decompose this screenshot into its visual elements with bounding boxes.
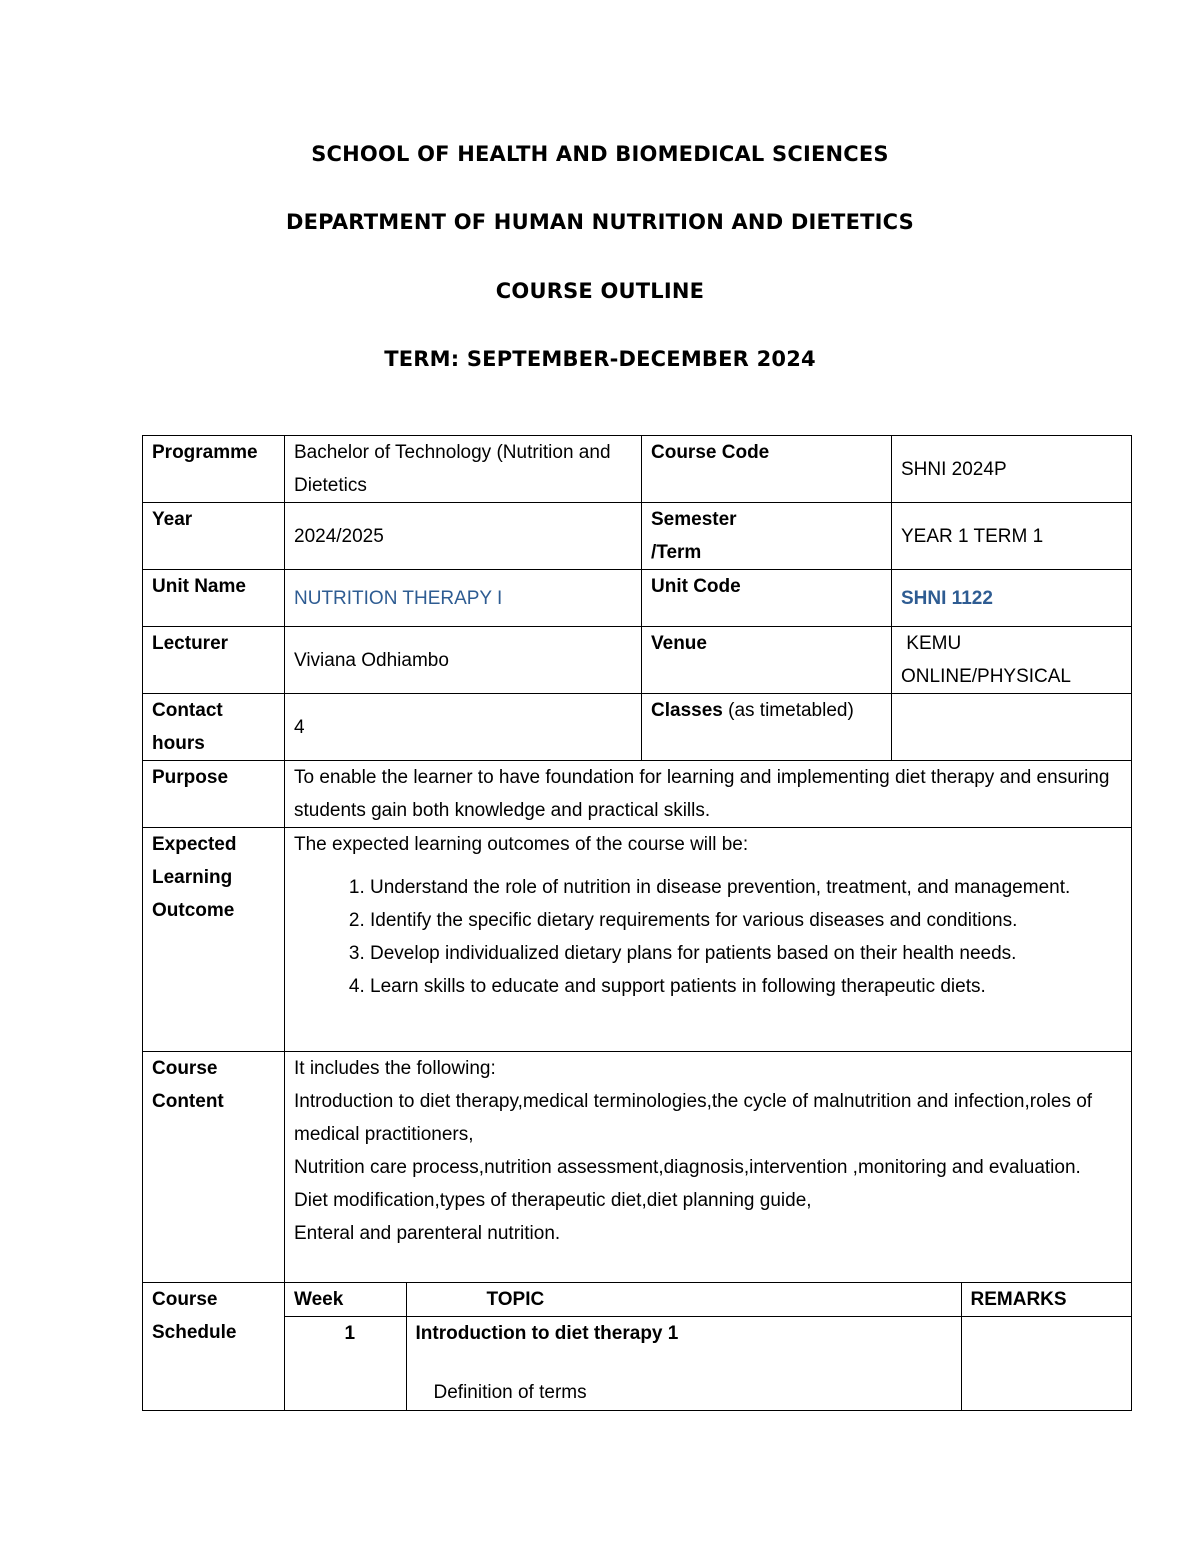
- semester-label: [642, 503, 892, 570]
- schedule-topic-cell: [406, 1317, 961, 1410]
- row-purpose: [143, 761, 1132, 828]
- unit-name-label: Unit Name: [143, 570, 285, 627]
- outcomes-list: [294, 871, 1122, 1003]
- outcomes-label-line1: Expected: [152, 834, 237, 855]
- purpose-text: To enable the learner to have foundation for learning and implementing diet therapy and ensuring students gain both knowledge and practical skills.: [285, 761, 1132, 828]
- outcomes-label: [143, 828, 285, 1052]
- content-line: Nutrition care process,nutrition assessment,diagnosis,intervention ,monitoring and evaluation.: [294, 1157, 1081, 1178]
- course-code-value: SHNI 2024P: [892, 436, 1132, 503]
- row-programme: [143, 436, 1132, 503]
- outcomes-content: [285, 828, 1132, 1052]
- schedule-cell: [285, 1283, 1132, 1411]
- year-label: Year: [143, 503, 285, 570]
- row-year: [143, 503, 1132, 570]
- schedule-table: [285, 1283, 1132, 1410]
- schedule-subtopic: Definition of terms: [433, 1382, 587, 1403]
- contact-hours-value: 4: [285, 694, 642, 761]
- semester-label-line1: Semester: [651, 509, 737, 530]
- outcomes-label-line2: Learning: [152, 867, 233, 888]
- schedule-label-line2: Schedule: [152, 1322, 237, 1343]
- unit-name-cell: [285, 570, 642, 627]
- outcomes-intro: The expected learning outcomes of the course will be:: [294, 834, 749, 855]
- venue-line1: KEMU: [901, 633, 962, 654]
- purpose-label: Purpose: [143, 761, 285, 828]
- schedule-header-row: [285, 1283, 1132, 1317]
- term-heading: TERM: SEPTEMBER-DECEMBER 2024: [384, 347, 816, 371]
- venue-line2: ONLINE/PHYSICAL: [901, 666, 1071, 687]
- row-lecturer: [143, 627, 1132, 694]
- venue-label: Venue: [642, 627, 892, 694]
- row-schedule: [143, 1283, 1132, 1411]
- schedule-col-topic: TOPIC: [406, 1283, 961, 1317]
- schedule-label: [143, 1283, 285, 1411]
- classes-label: Classes: [651, 700, 723, 721]
- schedule-week: 1: [285, 1317, 406, 1410]
- row-unit: [143, 570, 1132, 627]
- classes-value: [892, 694, 1132, 761]
- schedule-row: [285, 1317, 1132, 1410]
- classes-note: (as timetabled): [722, 700, 854, 721]
- semester-label-line2: /Term: [651, 542, 702, 563]
- contact-label-line2: hours: [152, 733, 205, 754]
- lecturer-value: Viviana Odhiambo: [285, 627, 642, 694]
- row-content: [143, 1052, 1132, 1283]
- content-label: [143, 1052, 285, 1283]
- content-line: Introduction to diet therapy,medical terminologies,the cycle of malnutrition and infection,roles of medical practitioners,: [294, 1091, 1093, 1145]
- schedule-col-remarks: REMARKS: [961, 1283, 1132, 1317]
- course-code-label: Course Code: [642, 436, 892, 503]
- outcome-item: 1. Understand the role of nutrition in disease prevention, treatment, and management.: [370, 871, 1122, 904]
- outcome-item: 2. Identify the specific dietary requirements for various diseases and conditions.: [370, 904, 1122, 937]
- content-label-line1: Course: [152, 1058, 218, 1079]
- department-heading: DEPARTMENT OF HUMAN NUTRITION AND DIETETICS: [286, 210, 914, 234]
- venue-value: [892, 627, 1132, 694]
- outcomes-label-line3: Outcome: [152, 900, 235, 921]
- row-outcomes: [143, 828, 1132, 1052]
- year-value: 2024/2025: [285, 503, 642, 570]
- contact-label-line1: Contact: [152, 700, 223, 721]
- content-line: It includes the following:: [294, 1058, 496, 1079]
- schedule-topic: Introduction to diet therapy 1: [415, 1323, 679, 1344]
- unit-code-value: SHNI 1122: [901, 587, 993, 609]
- row-contact: [143, 694, 1132, 761]
- schedule-label-line1: Course: [152, 1289, 218, 1310]
- schedule-col-week: Week: [285, 1283, 406, 1317]
- lecturer-label: Lecturer: [143, 627, 285, 694]
- unit-name-value: NUTRITION THERAPY I: [294, 587, 503, 609]
- outcome-item: 4. Learn skills to educate and support patients in following therapeutic diets.: [370, 970, 1122, 1003]
- semester-value: YEAR 1 TERM 1: [892, 503, 1132, 570]
- contact-hours-label: [143, 694, 285, 761]
- course-outline-table: [142, 435, 1132, 1411]
- content-line: Enteral and parenteral nutrition.: [294, 1223, 561, 1244]
- unit-code-label: Unit Code: [642, 570, 892, 627]
- programme-value: Bachelor of Technology (Nutrition and Dietetics: [285, 436, 642, 503]
- school-heading: SCHOOL OF HEALTH AND BIOMEDICAL SCIENCES: [311, 142, 889, 166]
- content-label-line2: Content: [152, 1091, 224, 1112]
- document-title: COURSE OUTLINE: [495, 279, 705, 303]
- schedule-remarks: [961, 1317, 1132, 1410]
- programme-label: Programme: [143, 436, 285, 503]
- classes-label-cell: [642, 694, 892, 761]
- unit-code-cell: [892, 570, 1132, 627]
- outcome-item: 3. Develop individualized dietary plans for patients based on their health needs.: [370, 937, 1122, 970]
- content-line: Diet modification,types of therapeutic diet,diet planning guide,: [294, 1190, 812, 1211]
- content-text: [285, 1052, 1132, 1283]
